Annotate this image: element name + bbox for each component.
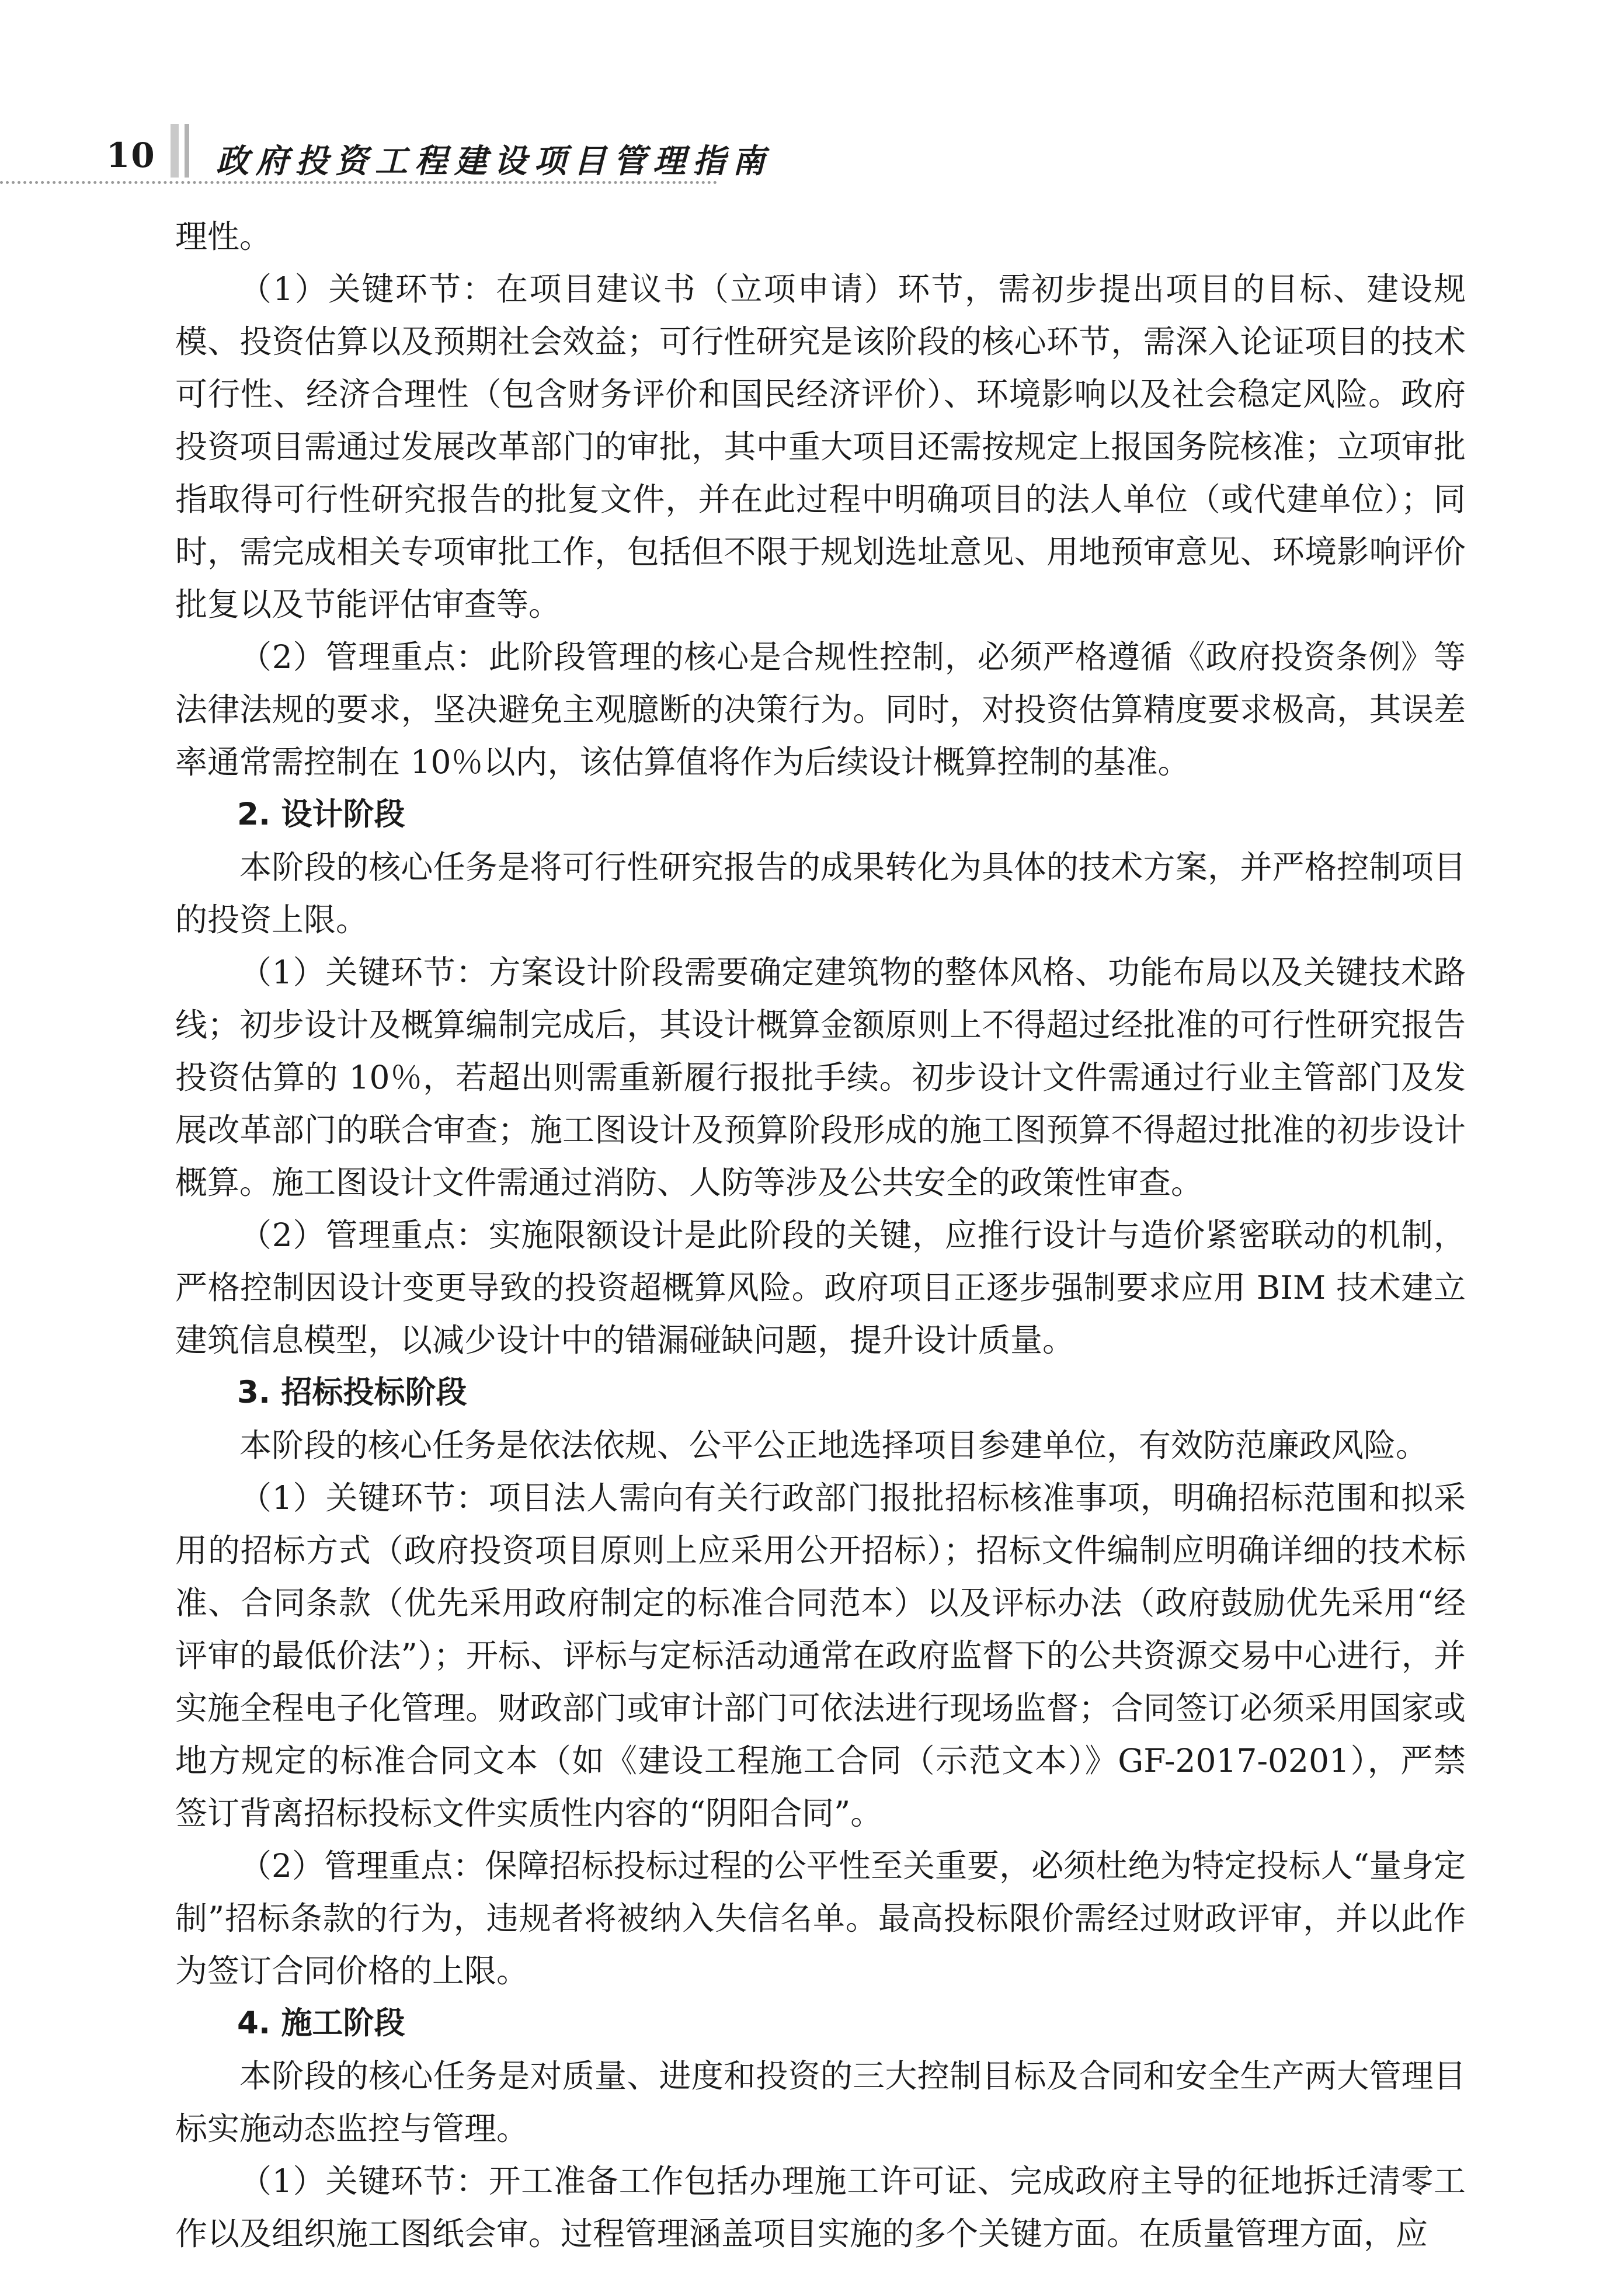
paragraph: （1）关键环节：项目法人需向有关行政部门报批招标核准事项，明确招标范围和拟采用的招标方式（政府投资项目原则上应采用公开招标）；招标文件编制应明确详细的技术标准、合同条款（优先采用政府制定的标准合同范本）以及评标办法（政府鼓励优先采用“经评审的最低价法”）；开标、评标与定标活动通常在政府监督下的公共资源交易中心进行，并实施全程电子化管理。财政部门或审计部门可依法进行现场监督；合同签订必须采用国家或地方规定的标准合同文本（如《建设工程施工合同（示范文本）》GF-2017-0201），严禁签订背离招标投标文件实质性内容的“阴阳合同”。 — [175, 1479, 1466, 1832]
section-heading: 3. 招标投标阶段 — [237, 1375, 467, 1410]
paragraph: 理性。 — [175, 218, 272, 255]
paragraph: 本阶段的核心任务是对质量、进度和投资的三大控制目标及合同和安全生产两大管理目标实施动态监控与管理。 — [175, 2057, 1466, 2147]
section-heading: 4. 施工阶段 — [237, 2005, 405, 2041]
book-title: 政府投资工程建设项目管理指南 — [216, 142, 772, 180]
paragraph: （2）管理重点：此阶段管理的核心是合规性控制，必须严格遵循《政府投资条例》等法律法规的要求，坚决避免主观臆断的决策行为。同时，对投资估算精度要求极高，其误差率通常需控制在 10％以内，该估算值将作为后续设计概算控制的基准。 — [175, 638, 1466, 781]
section-heading: 2. 设计阶段 — [237, 797, 405, 832]
paragraph: （2）管理重点：实施限额设计是此阶段的关键，应推行设计与造价紧密联动的机制，严格控制因设计变更导致的投资超概算风险。政府项目正逐步强制要求应用 BIM 技术建立建筑信息模型，以减少设计中的错漏碰缺问题，提升设计质量。 — [175, 1216, 1466, 1359]
paragraph: 本阶段的核心任务是将可行性研究报告的成果转化为具体的技术方案，并严格控制项目的投资上限。 — [175, 849, 1466, 938]
paragraph: 本阶段的核心任务是依法依规、公平公正地选择项目参建单位，有效防范廉政风险。 — [239, 1427, 1428, 1464]
header-divider — [0, 181, 717, 184]
page-number: 10 — [106, 135, 156, 175]
body-text — [175, 210, 1466, 2260]
header-marker-bar — [185, 124, 189, 178]
paragraph: （1）关键环节：在项目建议书（立项申请）环节，需初步提出项目的目标、建设规模、投资估算以及预期社会效益；可行性研究是该阶段的核心环节，需深入论证项目的技术可行性、经济合理性（包含财务评价和国民经济评价）、环境影响以及社会稳定风险。政府投资项目需通过发展改革部门的审批，其中重大项目还需按规定上报国务院核准；立项审批指取得可行性研究报告的批复文件，并在此过程中明确项目的法人单位（或代建单位）；同时，需完成相关专项审批工作，包括但不限于规划选址意见、用地预审意见、环境影响评价批复以及节能评估审查等。 — [175, 270, 1466, 623]
header-marker-bar — [171, 124, 179, 178]
paragraph: （1）关键环节：开工准备工作包括办理施工许可证、完成政府主导的征地拆迁清零工作以及组织施工图纸会审。过程管理涵盖项目实施的多个关键方面。在质量管理方面，应 — [175, 2162, 1466, 2252]
paragraph: （2）管理重点：保障招标投标过程的公平性至关重要，必须杜绝为特定投标人“量身定制”招标条款的行为，违规者将被纳入失信名单。最高投标限价需经过财政评审，并以此作为签订合同价格的上限。 — [175, 1847, 1466, 1990]
paragraph: （1）关键环节：方案设计阶段需要确定建筑物的整体风格、功能布局以及关键技术路线；初步设计及概算编制完成后，其设计概算金额原则上不得超过经批准的可行性研究报告投资估算的 10％，若超出则需重新履行报批手续。初步设计文件需通过行业主管部门及发展改革部门的联合审查；施工图设计及预算阶段形成的施工图预算不得超过批准的初步设计概算。施工图设计文件需通过消防、人防等涉及公共安全的政策性审查。 — [175, 954, 1466, 1201]
